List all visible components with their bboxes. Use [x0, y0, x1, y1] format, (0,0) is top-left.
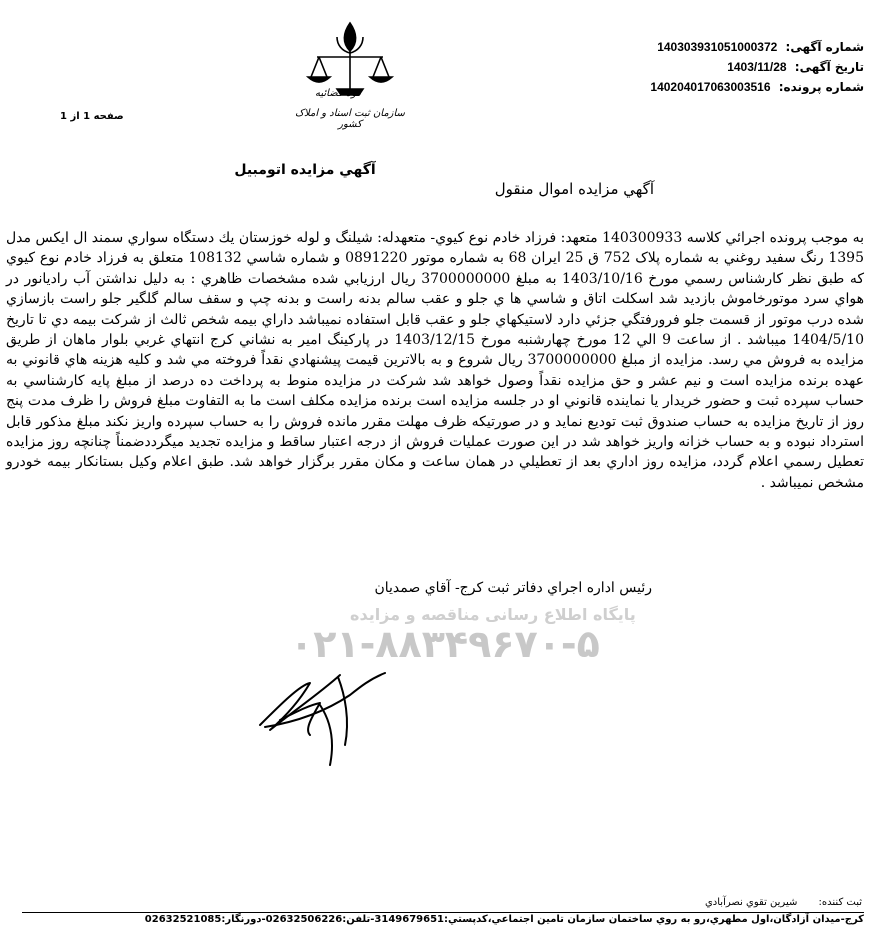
footer-address: كرج-ميدان آزادگان،اول مطهري،رو به روي ساختمان سازمان تامين اجتماعي،كدپستي:3149679651-تلفن:02632506226-دورنگار:02632521085	[144, 914, 864, 925]
ad-date-label: تاریخ آگهی:	[794, 60, 864, 74]
registrar-label: ثبت كننده:	[818, 897, 862, 908]
registrar	[705, 897, 862, 908]
page-indicator: صفحه 1 از 1	[60, 111, 124, 122]
page-title: آگهي مزايده اتومبيل	[234, 162, 376, 178]
case-number-row	[650, 80, 864, 94]
footer-divider	[22, 912, 864, 913]
watermark-phone: ۰۲۱-۸۸۳۴۹۶۷۰-۵	[290, 622, 600, 666]
signature-icon	[250, 665, 400, 775]
ad-number-label: شماره آگهی:	[785, 40, 864, 54]
case-number: 140204017063003516	[650, 80, 771, 94]
ad-number-row	[657, 40, 864, 54]
notice-body: به موجب پرونده اجرائي كلاسه 140300933 متعهد: فرزاد خادم نوع كيوي- متعهدله: شيلنگ و لوله خوزستان يك دستگاه سواري سمند ال ايكس مدل 1395 رنگ سفيد روغني به شماره پلاک 752 ق 25 ايران 68 به شماره موتور 0891220 و شماره شاسي 108132 متعلق به فرزاد خادم نوع كيوي كه طبق نظر كارشناس رسمي مورخ 1403/10/16 به مبلغ 3700000000 ريال ارزيابي شده مشخصات ظاهري : به دليل نداشتن آب راديانور در هواي سرد موتورخاموش بازديد شد اسكلت اتاق و شاسي ها ي جلو و عقب سالم بدنه راست و بدنه چپ و سقف سالم گلگير جلو راست بازسازي شده درب موتور از قسمت جلو فرورفتگي جزئي دارد لاستيكهاي جلو و عقب قابل استفاده نميباشد داراي بيمه شخص ثالث از شركت بيمه دي تا تاريخ 1404/5/10 ميباشد . از ساعت 9 الي 12 مورخ چهارشنبه مورخ 1403/12/15 در پاركينگ امير به نشاني كرج انتهاي غربي بلوار ماهان از طريق مزايده به فروش مي رسد. مزايده از مبلغ 3700000000 ريال شروع و به بالاترين قيمت پيشنهادي نقداً فروخته مي شد و كليه هزينه هاي قانوني به عهده برنده مزايده است و نيم عشر و حق مزايده نقداً وصول خواهد شد شركت در مزايده منوط به پرداخت ده درصد از مبلغ پايه كارشناسي به حساب سپرده ثبت و حضور خريدار يا نماينده قانوني او در جلسه مزايده است برنده مزايده مكلف است ما به التفاوت مبلغ فروش را ظرف مدت پنج روز از تاريخ مزايده به حساب صندوق ثبت توديع نمايد و در صورتيكه ظرف مهلت مقرر مانده فروش را به حساب سپرده واريز نكند مبلغ مذكور قابل استرداد نبوده و به حساب خزانه واريز خواهد شد در اين صورت عمليات فروش از درجه اعتبار ساقط و مزايده تجديد ميگرددضمناً چنانچه روز مزايده تعطيل رسمي اعلام گردد، مزايده روز اداري بعد از تعطيلي در همان ساعت و مكان مقرر برگزار خواهد شد. طبق اعلام وكيل بستانكار بيمه خودرو مشخص نميباشد .	[6, 230, 864, 491]
ad-date-row	[727, 60, 864, 74]
case-number-label: شماره پرونده:	[778, 80, 864, 94]
emblem-caption-top: قوه قضائیه	[314, 88, 362, 99]
emblem-caption-bottom: سازمان ثبت اسناد و املاک کشور	[295, 108, 405, 130]
ad-number: 140303931051000372	[657, 40, 778, 54]
watermark-text: پایگاه اطلاع رسانی مناقصه و مزایده	[350, 605, 636, 624]
ad-date: 1403/11/28	[727, 60, 787, 74]
signoff: رئيس اداره اجراي دفاتر ثبت كرج- آقاي صمديان	[374, 580, 652, 596]
registrar-name: شيرين تقوي نصرآبادي	[704, 897, 798, 908]
page-subtitle: آگهي مزايده اموال منقول	[494, 180, 654, 198]
